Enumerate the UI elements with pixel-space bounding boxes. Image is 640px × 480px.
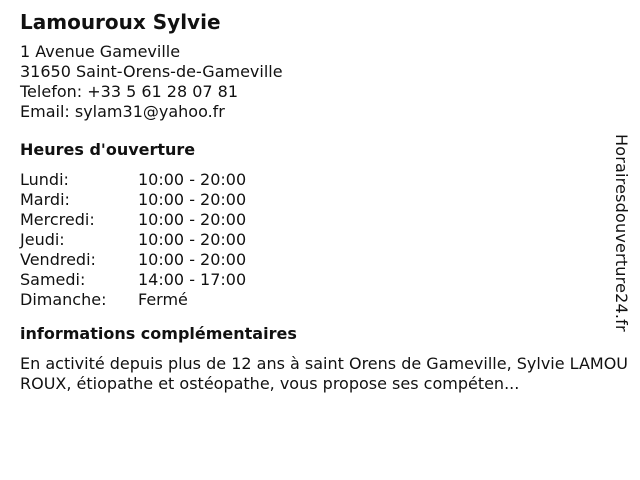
day-hours: 10:00 - 20:00 (138, 210, 247, 229)
hours-row (20, 230, 620, 250)
info-heading: informations complémentaires (20, 324, 297, 343)
site-watermark: Horairesdouverture24.fr (612, 134, 631, 332)
contact-block (20, 42, 620, 122)
day-hours: 10:00 - 20:00 (138, 230, 247, 249)
day-label: Jeudi: (20, 230, 65, 249)
hours-row (20, 210, 620, 230)
address-line-1: 1 Avenue Gameville (20, 42, 181, 61)
day-label: Samedi: (20, 270, 86, 289)
day-label: Vendredi: (20, 250, 96, 269)
email-line: Email: sylam31@yahoo.fr (20, 102, 225, 121)
day-hours: 14:00 - 17:00 (138, 270, 247, 289)
hours-row (20, 270, 620, 290)
hours-row (20, 250, 620, 270)
day-hours: 10:00 - 20:00 (138, 190, 247, 209)
day-label: Lundi: (20, 170, 69, 189)
address-line-2: 31650 Saint-Orens-de-Gameville (20, 62, 283, 81)
opening-hours-list (20, 170, 620, 310)
phone-line: Telefon: +33 5 61 28 07 81 (20, 82, 239, 101)
day-label: Dimanche: (20, 290, 107, 309)
hours-row (20, 190, 620, 210)
day-label: Mardi: (20, 190, 70, 209)
hours-row (20, 170, 620, 190)
day-hours: 10:00 - 20:00 (138, 250, 247, 269)
day-label: Mercredi: (20, 210, 95, 229)
day-hours: Fermé (138, 290, 188, 309)
day-hours: 10:00 - 20:00 (138, 170, 247, 189)
info-description: En activité depuis plus de 12 ans à saint Orens de Gameville, Sylvie LAMOUROUX, étiopathe et ostéopathe, vous propose ses compéten... (20, 354, 628, 393)
business-name: Lamouroux Sylvie (20, 10, 221, 34)
hours-heading: Heures d'ouverture (20, 140, 196, 159)
hours-row (20, 290, 620, 310)
